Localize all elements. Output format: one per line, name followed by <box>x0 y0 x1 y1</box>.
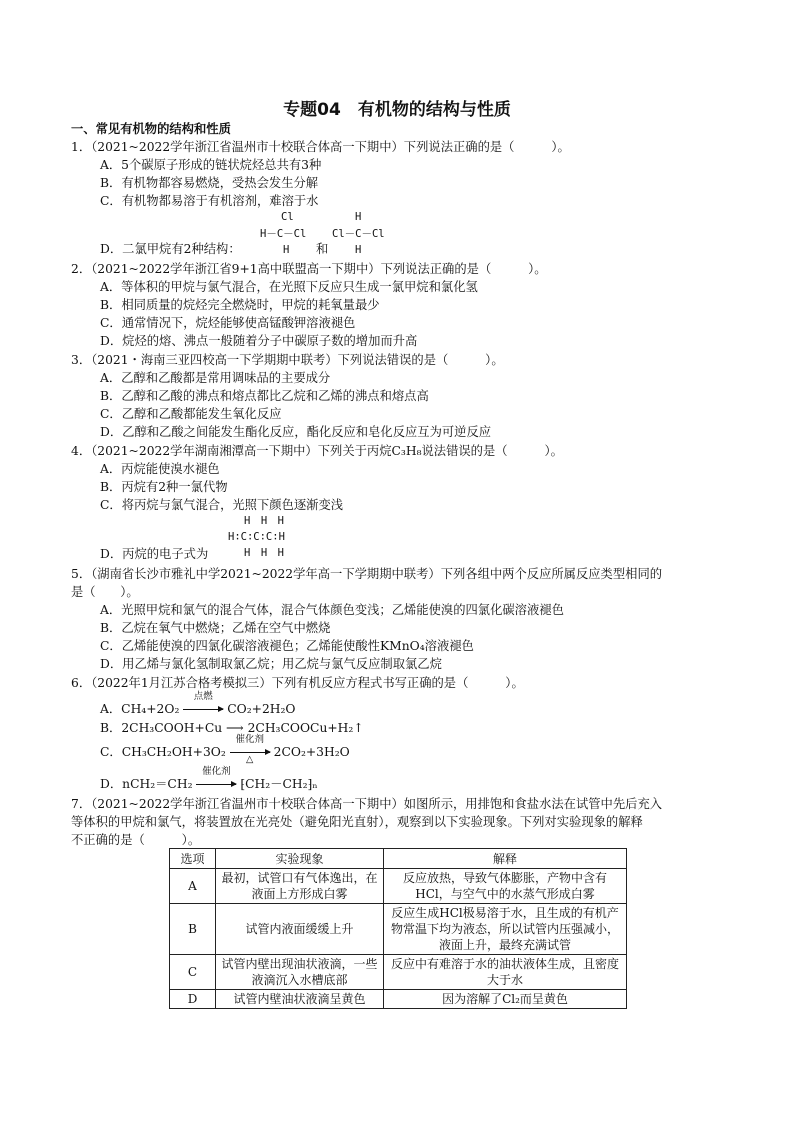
q1-struct1-bot: H <box>283 244 290 256</box>
q6-c-reactants: C．CH₃CH₂OH+3O₂ <box>100 745 226 759</box>
q1-struct2-top: H <box>355 211 362 223</box>
table-header-row <box>170 849 627 869</box>
q5-option-a: A．光照甲烷和氯气的混合气体，混合气体颜色变浅；乙烯能使溴的四氯化碳溶液褪色 <box>100 603 564 617</box>
row-phenomenon: 最初，试管口有气体逸出，在液面上方形成白雾 <box>216 869 384 904</box>
row-phenomenon: 试管内液面缓缓上升 <box>216 904 384 955</box>
q3-option-c: C．乙醇和乙酸都能发生氧化反应 <box>100 407 282 421</box>
q4-option-c: C．将丙烷与氯气混合，光照下颜色逐渐变浅 <box>100 498 344 512</box>
row-option: A <box>170 869 216 904</box>
q1-struct1-mid: H－C－Cl <box>260 228 307 240</box>
q2-stem: 2．（2021~2022学年浙江省9+1高中联盟高一下期中）下列说法正确的是（ ）。 <box>71 262 547 276</box>
q1-option-d: D．二氯甲烷有2种结构： <box>100 242 241 256</box>
q3-option-b: B．乙醇和乙酸的沸点和熔点都比乙烷和乙烯的沸点和熔点高 <box>100 389 429 403</box>
q2-option-c: C．通常情况下，烷烃能够使高锰酸钾溶液褪色 <box>100 316 356 330</box>
q4-option-b: B．丙烷有2种一氯代物 <box>100 480 228 494</box>
q7-stem-line1: 7．（2021~2022学年浙江省温州市十校联合体高一下期中）如图所示，用排饱和食盐水法在试管中先后充入 <box>71 797 663 811</box>
q6-option-c <box>100 733 350 765</box>
header-explanation: 解释 <box>384 849 627 869</box>
table-row <box>170 904 627 955</box>
table-row <box>170 990 627 1009</box>
q5-option-b: B．乙烷在氧气中燃烧；乙烯在空气中燃烧 <box>100 621 331 635</box>
q6-option-a <box>100 690 296 719</box>
q6-a-products: CO₂+2H₂O <box>227 702 296 716</box>
q1-struct2-mid: Cl－C－Cl <box>332 228 385 240</box>
q7-stem-line3: 不正确的是（ ）。 <box>71 833 201 847</box>
q6-a-condition: 点燃 <box>193 690 213 702</box>
table-row <box>170 955 627 990</box>
row-explanation: 反应生成HCl极易溶于水，且生成的有机产物常温下均为液态，所以试管内压强减小，液面上升，最终充满试管 <box>384 904 627 955</box>
row-option: B <box>170 904 216 955</box>
row-phenomenon: 试管内壁出现油状液滴，一些液滴沉入水槽底部 <box>216 955 384 990</box>
q4-electron-top: H H H <box>244 515 284 527</box>
reaction-arrow <box>196 765 236 794</box>
q6-c-condition: 催化剂 <box>235 733 264 745</box>
q5-stem-line2: 是（ ）。 <box>71 585 139 599</box>
q6-d-products: ⁅CH₂－CH₂⁆ₙ <box>240 777 318 791</box>
reaction-arrow <box>183 690 223 719</box>
header-phenomenon: 实验现象 <box>216 849 384 869</box>
q6-option-d <box>100 765 318 794</box>
q2-option-a: A．等体积的甲烷与氯气混合，在光照下反应只生成一氯甲烷和氯化氢 <box>100 280 478 294</box>
q3-stem: 3．（2021・海南三亚四校高一下学期期中联考）下列说法错误的是（ ）。 <box>71 353 504 367</box>
q4-option-d: D．丙烷的电子式为 <box>100 547 209 561</box>
q1-struct1-top: Cl <box>281 211 294 223</box>
row-explanation: 反应中有难溶于水的油状液体生成，且密度大于水 <box>384 955 627 990</box>
q5-option-c: C．乙烯能使溴的四氯化碳溶液褪色；乙烯能使酸性KMnO₄溶液褪色 <box>100 639 474 653</box>
q5-option-d: D．用乙烯与氯化氢制取氯乙烷；用乙烷与氯气反应制取氯乙烷 <box>100 657 442 671</box>
header-option: 选项 <box>170 849 216 869</box>
q1-stem: 1．（2021~2022学年浙江省温州市十校联合体高一下期中）下列说法正确的是（ ）。 <box>71 140 570 154</box>
q6-a-reactants: A．CH₄+2O₂ <box>100 702 180 716</box>
q7-stem-line2: 等体积的甲烷和氯气，将装置放在光亮处（避免阳光直射），观察到以下实验现象。下列对实验现象的解释 <box>71 815 643 829</box>
q6-option-b: B．2CH₃COOH+Cu ⟶ 2CH₃COOCu+H₂↑ <box>100 721 364 735</box>
q6-c-condition-heat: △ <box>246 753 254 765</box>
q6-d-condition: 催化剂 <box>202 765 231 777</box>
q3-option-a: A．乙醇和乙酸都是常用调味品的主要成分 <box>100 371 331 385</box>
q3-option-d: D．乙醇和乙酸之间能发生酯化反应，酯化反应和皂化反应互为可逆反应 <box>100 425 492 439</box>
q2-option-d: D．烷烃的熔、沸点一般随着分子中碳原子数的增加而升高 <box>100 334 418 348</box>
q2-option-b: B．相同质量的烷烃完全燃烧时，甲烷的耗氧量最少 <box>100 298 380 312</box>
q1-struct2-bot: H <box>355 244 362 256</box>
reaction-arrow <box>230 733 270 765</box>
q1-option-c: C．有机物都易溶于有机溶剂，难溶于水 <box>100 194 319 208</box>
q1-option-b: B．有机物都容易燃烧，受热会发生分解 <box>100 176 319 190</box>
q1-option-a: A．5个碳原子形成的链状烷烃总共有3种 <box>100 158 322 172</box>
row-option: D <box>170 990 216 1009</box>
q4-electron-mid: H∶C∶C∶C∶H <box>228 531 285 543</box>
q7-table <box>169 848 627 1009</box>
table-row <box>170 869 627 904</box>
row-phenomenon: 试管内壁油状液滴呈黄色 <box>216 990 384 1009</box>
section-heading: 一、常见有机物的结构和性质 <box>71 122 231 136</box>
row-option: C <box>170 955 216 990</box>
row-explanation: 因为溶解了Cl₂而呈黄色 <box>384 990 627 1009</box>
row-explanation: 反应放热，导致气体膨胀，产物中含有HCl，与空气中的水蒸气形成白雾 <box>384 869 627 904</box>
q6-c-products: 2CO₂+3H₂O <box>273 745 350 759</box>
q5-stem-line1: 5．（湖南省长沙市雅礼中学2021~2022学年高一下学期期中联考）下列各组中两个反应所属反应类型相同的 <box>71 567 663 581</box>
q4-option-a: A．丙烷能使溴水褪色 <box>100 462 220 476</box>
q6-stem: 6．（2022年1月江苏合格考模拟三）下列有机反应方程式书写正确的是（ ）。 <box>71 676 524 690</box>
q4-electron-bot: H H H <box>244 547 284 559</box>
q4-stem: 4．（2021~2022学年湖南湘潭高一下期中）下列关于丙烷C₃H₈说法错误的是（ ）。 <box>71 444 563 458</box>
q6-d-reactants: D．nCH₂＝CH₂ <box>100 777 193 791</box>
q1-and: 和 <box>316 242 329 256</box>
page-title: 专题04 有机物的结构与性质 <box>283 100 511 120</box>
